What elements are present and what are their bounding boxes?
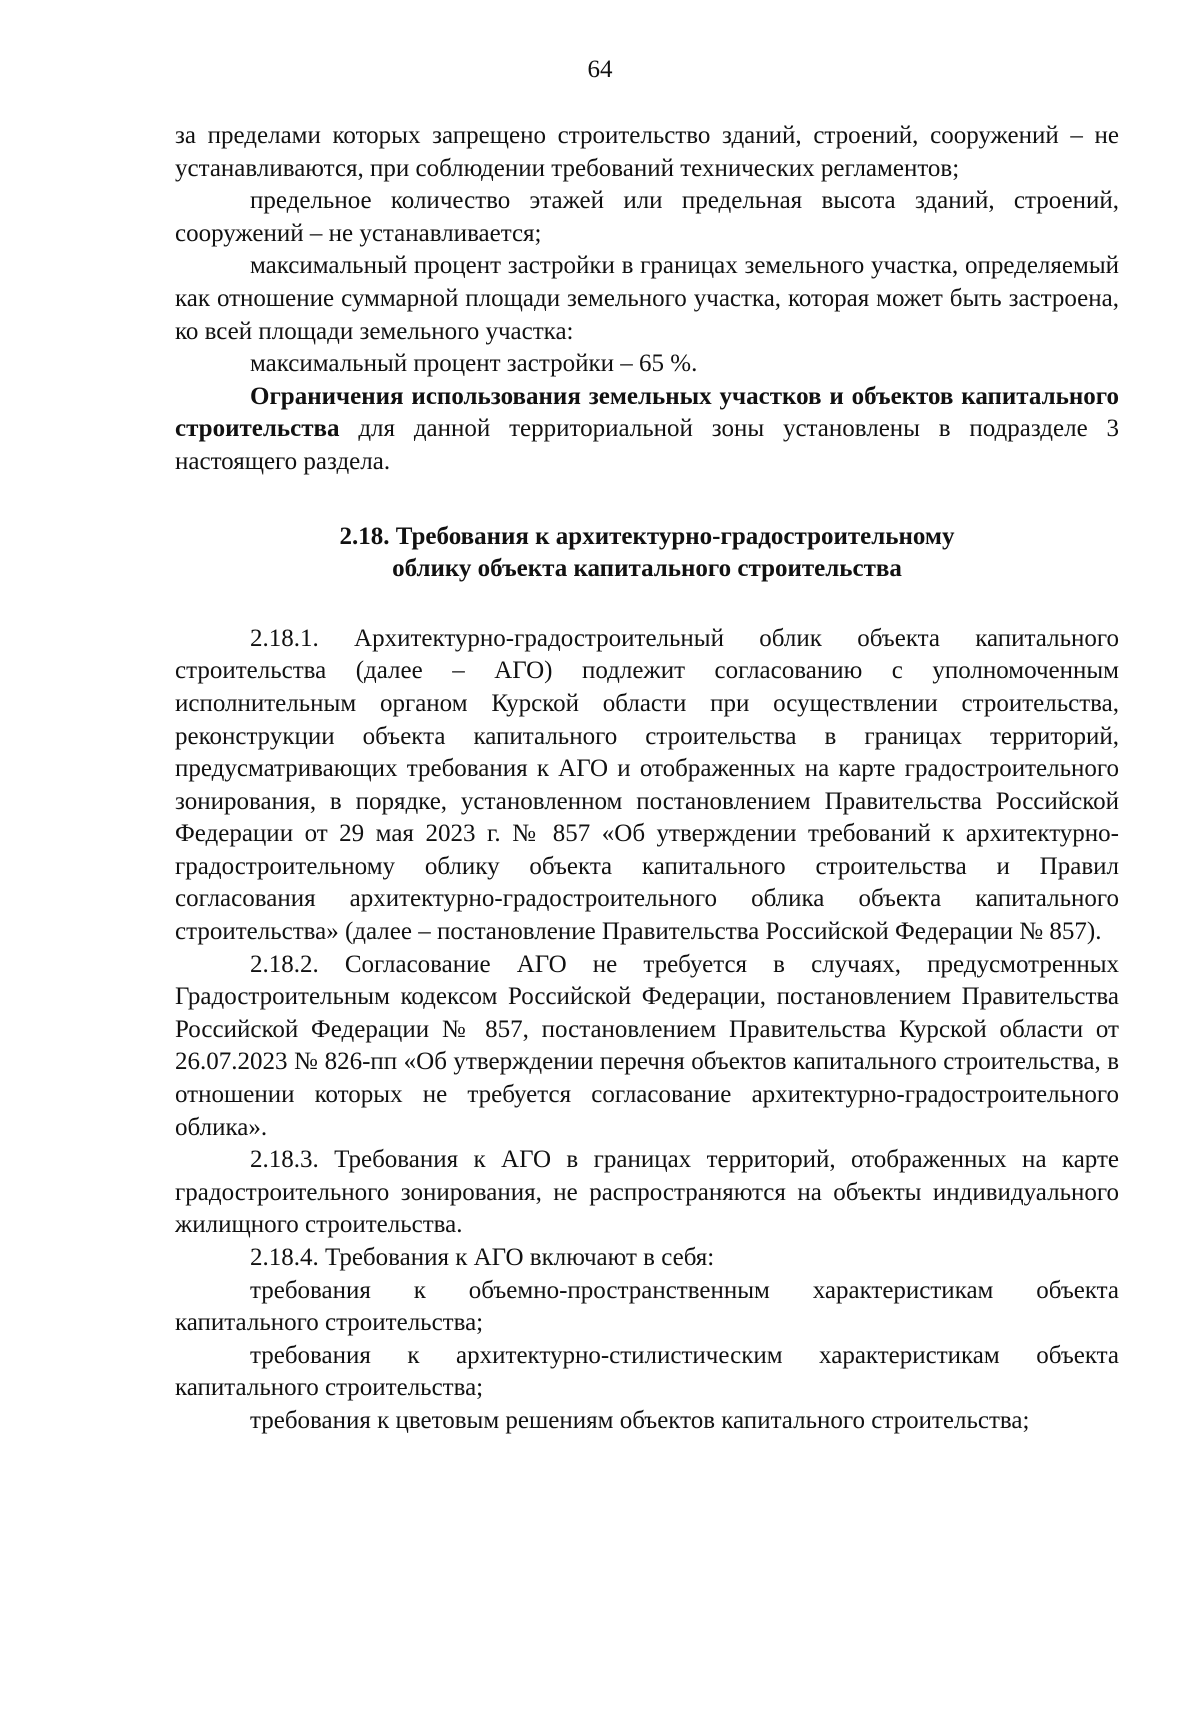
paragraph: максимальный процент застройки в границах земельного участка, определяемый как отношение суммарной площади земельного участка, которая может быть застроена, ко всей площади земельного участка: [175, 252, 1119, 345]
document-body [175, 120, 1119, 1438]
paragraph: предельное количество этажей или предельная высота зданий, строений, сооружений – не устанавливается; [175, 187, 1119, 247]
restrictions-text: для данной территориальной зоны установлены в подразделе 3 настоящего раздела. [175, 415, 1119, 475]
restrictions-paragraph [175, 381, 1119, 479]
paragraph-2-18-3: 2.18.3. Требования к АГО в границах территорий, отображенных на карте градостроительного зонирования, не распространяются на объекты индивидуального жилищного строительства. [175, 1146, 1119, 1239]
requirement-item: требования к объемно-пространственным характеристикам объекта капитального строительства; [175, 1276, 1119, 1337]
paragraph: максимальный процент застройки – 65 %. [250, 350, 698, 378]
section-heading-line-2: облику объекта капитального строительства [392, 555, 902, 583]
section-heading [175, 521, 1119, 586]
restrictions-bold-text: Ограничения использования земельных участков и объектов капитального строительства [175, 382, 1119, 443]
requirement-item: требования к цветовым решениям объектов капитального строительства; [250, 1406, 1030, 1434]
section-heading-line-1: 2.18. Требования к архитектурно-градостроительному [339, 522, 955, 550]
paragraph-2-18-4: 2.18.4. Требования к АГО включают в себя: [250, 1244, 715, 1271]
page-number: 64 [587, 56, 613, 83]
paragraph-2-18-2: 2.18.2. Согласование АГО не требуется в случаях, предусмотренных Градостроительным кодексом Российской Федерации, постановлением Правительства Российской Федерации № 857, постановлением Правительства Курской области от 26.07.2023 № 826-пп «Об утверждении перечня объектов капитального строительства, в отношении которых не требуется согласование архитектурно-градостроительного облика». [175, 950, 1119, 1141]
paragraph: за пределами которых запрещено строительство зданий, строений, сооружений – не устанавливаются, при соблюдении требований технических регламентов; [175, 122, 1119, 182]
requirement-item: требования к архитектурно-стилистическим характеристикам объекта капитального строительства; [175, 1341, 1119, 1402]
paragraph-2-18-1: 2.18.1. Архитектурно-градостроительный облик объекта капитального строительства (далее – АГО) подлежит согласованию с уполномоченным исполнительным органом Курской области при осуществлении строительства, реконструкции объекта капитального строительства в границах территорий, предусматривающих требования к АГО и отображенных на карте градостроительного зонирования, в порядке, установленном постановлением Правительства Российской Федерации от 29 мая 2023 г. № 857 «Об утверждении требований к архитектурно-градостроительному облику объекта капитального строительства и Правил согласования архитектурно-градостроительного облика объекта капитального строительства» (далее – постановление Правительства Российской Федерации № 857). [175, 624, 1119, 946]
